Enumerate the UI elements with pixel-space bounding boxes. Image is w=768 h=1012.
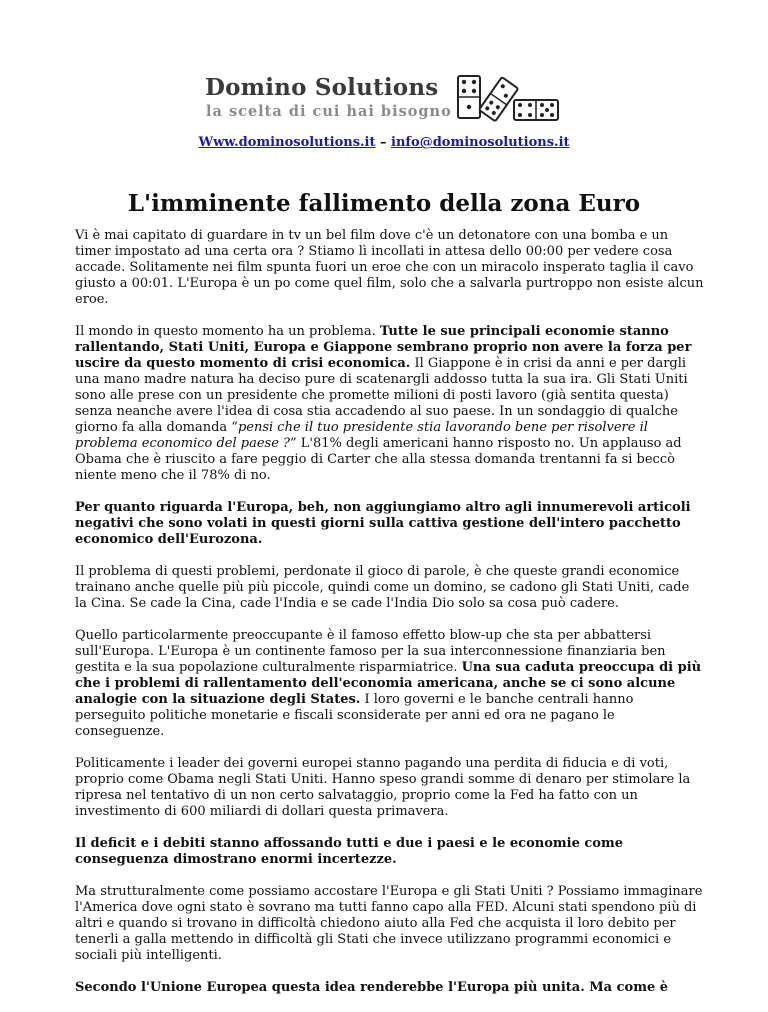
- paragraph-5-bold: Una sua caduta preoccupa di più che i problemi di rallentamento dell'economia americana, anche se ci sono alcune analogie con la situazione degli States.: [75, 660, 702, 707]
- logo-title: Domino Solutions: [205, 74, 439, 101]
- link-separator: –: [375, 135, 392, 150]
- paragraph-7: [75, 836, 705, 868]
- paragraph-1: Vi è mai capitato di guardare in tv un bel film dove c'è un detonatore con una bomba e un timer impostato ad una certa ora ? Stiamo lì incollati in attesa dello 00:00 per vedere cosa accade. Solitamente nei film spunta fuori un eroe che con un miracolo insperato taglia il cavo giusto a 00:01. L'Europa è un po come quel film, solo che a salvarla purtroppo non esiste alcun eroe.: [75, 228, 704, 307]
- email-link[interactable]: info@dominosolutions.it: [391, 135, 570, 150]
- article-body: [75, 228, 705, 1012]
- paragraph-2-bold: Tutte le sue principali economie stanno rallentando, Stati Uniti, Europa e Giappone sembrano proprio non avere la forza per uscire da questo momento di crisi economica.: [75, 324, 692, 371]
- paragraph-3-bold: Per quanto riguarda l'Europa, beh, non aggiungiamo altro agli innumerevoli articoli negativi che sono volati in questi giorni sulla cattiva gestione dell'intero pacchetto economico dell'Eurozona.: [75, 500, 691, 547]
- logo-tagline: la scelta di cui hai bisogno: [206, 103, 452, 120]
- dominoes-logo-icon: [456, 74, 560, 124]
- paragraph-5: [75, 628, 705, 740]
- paragraph-9-bold: Secondo l'Unione Europea questa idea renderebbe l'Europa più unita. Ma come è: [75, 980, 669, 995]
- paragraph-2-text: Il mondo in questo momento ha un problema.: [75, 324, 380, 339]
- paragraph-2: [75, 324, 705, 484]
- website-link[interactable]: Www.dominosolutions.it: [198, 135, 376, 150]
- contact-links: [0, 135, 768, 150]
- article-title: L'imminente fallimento della zona Euro: [127, 190, 641, 217]
- paragraph-2-quote: pensi che il tuo presidente stia lavorando bene per risolvere il problema economico del paese ?: [75, 420, 648, 451]
- paragraph-2-text-2: Il Giappone è in crisi da anni e per dargli una mano madre natura ha deciso pure di scatenargli addosso tutta la sua ira. Gli Stati Uniti sono alle prese con un presidente che promette milioni di posti lavoro (già sentita questa) senza neanche avere l'idea di cosa stia accadendo al suo paese. In un sondaggio di qualche giorno fa alla domanda “: [75, 356, 688, 435]
- paragraph-6: Politicamente i leader dei governi europei stanno pagando una perdita di fiducia e di voti, proprio come Obama negli Stati Uniti. Hanno speso grandi somme di denaro per stimolare la ripresa nel tentativo di un non certo salvataggio, proprio come la Fed ha fatto con un investimento di 600 miliardi di dollari questa primavera.: [75, 756, 691, 819]
- paragraph-3: [75, 500, 705, 548]
- paragraph-5-text: Quello particolarmente preoccupante è il famoso effetto blow-up che sta per abbattersi sull'Europa. L'Europa è un continente famoso per la sua interconnessione finanziaria ben gestita e la sua popolazione culturalmente risparmiatrice.: [75, 628, 666, 675]
- company-header: [200, 70, 560, 130]
- paragraph-7-bold: Il deficit e i debiti stanno affossando tutti e due i paesi e le economie come conseguenza dimostrano enormi incertezze.: [75, 836, 623, 867]
- paragraph-4: Il problema di questi problemi, perdonate il gioco di parole, è che queste grandi economice trainano anche quelle più più piccole, quindi come un domino, se cadono gli Stati Uniti, cade la Cina. Se cade la Cina, cade l'India e se cade l'India Dio solo sa cosa può cadere.: [75, 564, 690, 611]
- paragraph-2-text-3: ” L'81% degli americani hanno risposto no. Un applauso ad Obama che è riuscito a fare peggio di Carter che alla stessa domanda trentanni fa si beccò niente meno che il 78% di no.: [75, 436, 682, 483]
- paragraph-5-text-2: I loro governi e le banche centrali hanno perseguito politiche monetarie e fiscali sconsiderate per anni ed ora ne pagano le conseguenze.: [75, 692, 634, 739]
- paragraph-8: Ma strutturalmente come possiamo accostare l'Europa e gli Stati Uniti ? Possiamo immaginare l'America dove ogni stato è sovrano ma tutti fanno capo alla FED. Alcuni stati spendono più di altri e quando si trovano in difficoltà chiedono aiuto alla Fed che acquista il loro debito per tenerli a galla mettendo in difficoltà gli Stati che invece utilizzano programmi economici e sociali più intelligenti.: [75, 884, 703, 963]
